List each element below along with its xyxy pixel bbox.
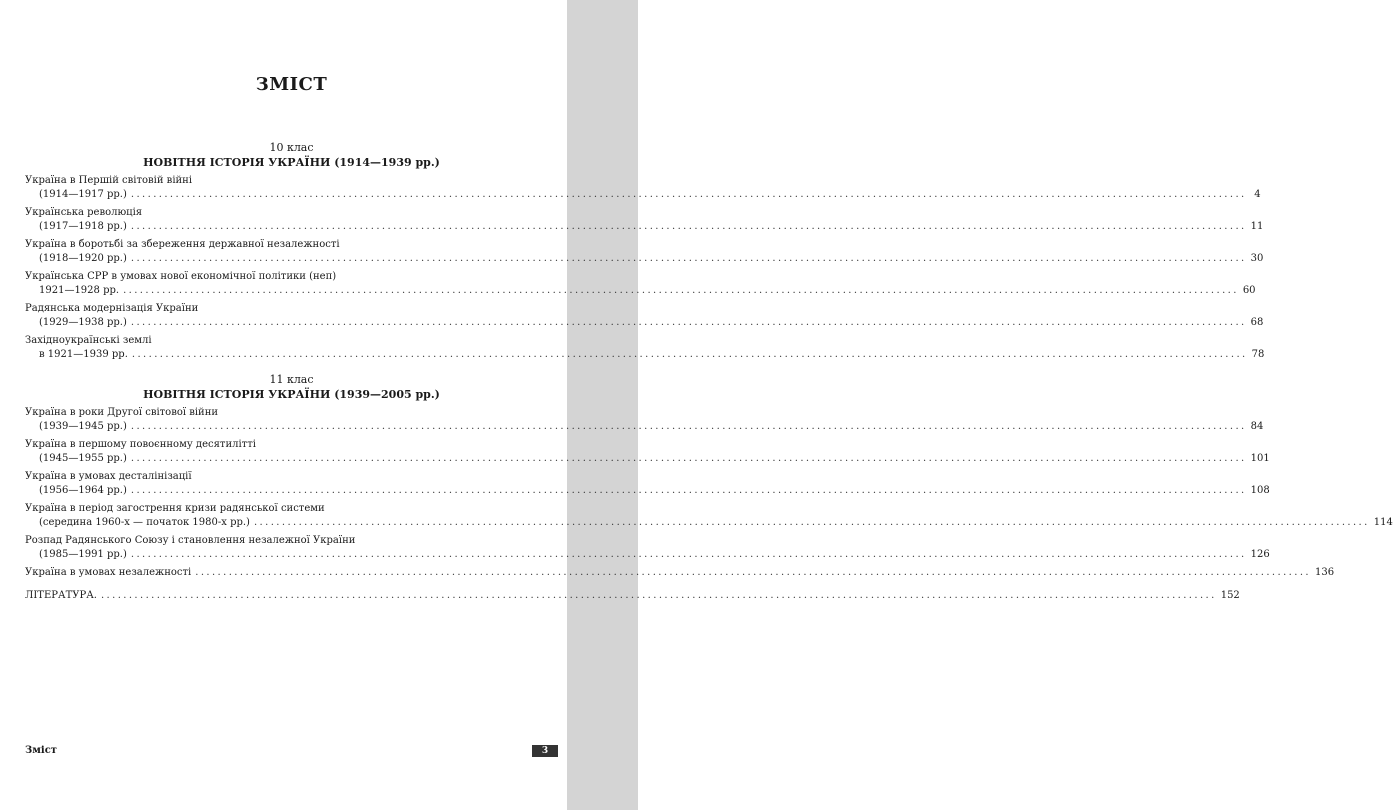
toc-entry-title: Україна в період загострення кризи радянської системи (25, 503, 325, 514)
toc-entry-dates: (1956—1964 рр.) (39, 485, 127, 496)
dot-leader: ........................................................................................................................................................................................................ (130, 221, 1247, 232)
toc-entry-page: 108 (1250, 485, 1270, 496)
toc-entry[interactable] (25, 470, 1270, 498)
toc-entry[interactable] (25, 238, 1264, 266)
toc-entry[interactable] (25, 334, 1265, 362)
toc-entry[interactable] (25, 302, 1264, 330)
toc-entry-page: 84 (1250, 421, 1264, 432)
toc-entry-dates: (середина 1960-х — початок 1980-х рр.) (39, 517, 250, 528)
toc-entry-page: 68 (1250, 317, 1264, 328)
toc-entry[interactable] (25, 438, 1270, 466)
dot-leader: ........................................................................................................................................................................................................ (131, 349, 1248, 360)
toc-entry-title: Західноукраїнські землі (25, 335, 152, 346)
toc-entry-dates: (1985—1991 рр.) (39, 549, 127, 560)
toc-entry-page: 60 (1242, 285, 1256, 296)
toc-entry[interactable] (25, 270, 1256, 298)
toc-entry[interactable] (25, 174, 1261, 202)
toc-entry-page: 11 (1250, 221, 1264, 232)
toc-entry-title: Україна в боротьбі за збереження державної незалежності (25, 239, 340, 250)
toc-entry-title: Українська СРР в умовах нової економічної політики (неп) (25, 271, 337, 282)
toc-entry[interactable] (25, 502, 1393, 530)
section-title: НОВІТНЯ ІСТОРІЯ УКРАЇНИ (1939—2005 рр.) (143, 388, 440, 401)
toc-entry-dates: (1918—1920 рр.) (39, 253, 127, 264)
toc-entry-title: Українська революція (25, 207, 143, 218)
dot-leader: ........................................................................................................................................................................................................ (100, 590, 1217, 601)
toc-entry-dates: в 1921—1939 рр. (39, 349, 128, 360)
toc-entry-page: 78 (1251, 349, 1265, 360)
toc-entry[interactable] (25, 566, 1335, 580)
toc-entry[interactable] (25, 534, 1270, 562)
dot-leader: ........................................................................................................................................................................................................ (130, 485, 1247, 496)
dot-leader: ........................................................................................................................................................................................................ (195, 567, 1311, 578)
toc-entry-title: Україна в умовах десталінізації (25, 471, 192, 482)
dot-leader: ........................................................................................................................................................................................................ (123, 285, 1239, 296)
toc-entry-title: ЛІТЕРАТУРА. (25, 590, 97, 601)
toc-entry-title: Україна в умовах незалежності (25, 567, 192, 578)
toc-entry-dates: (1939—1945 рр.) (39, 421, 127, 432)
dot-leader: ........................................................................................................................................................................................................ (130, 189, 1247, 200)
toc-entry-page: 152 (1220, 590, 1240, 601)
dot-leader: ........................................................................................................................................................................................................ (130, 453, 1247, 464)
toc-entry-dates: (1914—1917 рр.) (39, 189, 127, 200)
toc-entry-title: Україна в першому повоєнному десятилітті (25, 439, 256, 450)
dot-leader: ........................................................................................................................................................................................................ (130, 421, 1247, 432)
toc-entry-page: 101 (1250, 453, 1270, 464)
toc-entry[interactable] (25, 589, 1240, 603)
side-margin-band (567, 0, 638, 810)
toc-entry-dates: (1945—1955 рр.) (39, 453, 127, 464)
toc-entry-dates: 1921—1928 рр. (39, 285, 120, 296)
toc-entry-title: Радянська модернізація України (25, 303, 199, 314)
dot-leader: ........................................................................................................................................................................................................ (130, 549, 1247, 560)
section-grade: 10 клас (269, 141, 314, 154)
literature-section (25, 589, 1240, 607)
section-grade-11 (25, 373, 1393, 584)
toc-entry-title: Україна в роки Другої світової війни (25, 407, 219, 418)
toc-entry-title: Україна в Першій світовій війні (25, 175, 193, 186)
toc-entry-page: 114 (1373, 517, 1393, 528)
toc-entry[interactable] (25, 406, 1264, 434)
section-title: НОВІТНЯ ІСТОРІЯ УКРАЇНИ (1914—1939 рр.) (143, 156, 440, 169)
running-footer: Зміст (25, 745, 57, 756)
toc-entry-title: Розпад Радянського Союзу і становлення незалежної України (25, 535, 356, 546)
toc-entry[interactable] (25, 206, 1264, 234)
toc-entry-page: 136 (1314, 567, 1335, 578)
toc-entry-dates: (1917—1918 рр.) (39, 221, 127, 232)
dot-leader: ........................................................................................................................................................................................................ (130, 253, 1247, 264)
toc-entry-page: 4 (1254, 189, 1261, 200)
toc-entry-dates: (1929—1938 рр.) (39, 317, 127, 328)
section-grade-10 (25, 141, 1265, 366)
dot-leader: ........................................................................................................................................................................................................ (253, 517, 1370, 528)
toc-entry-page: 30 (1250, 253, 1264, 264)
page-number-badge: 3 (532, 745, 558, 757)
dot-leader: ........................................................................................................................................................................................................ (130, 317, 1247, 328)
section-grade: 11 клас (269, 373, 314, 386)
toc-entry-page: 126 (1250, 549, 1270, 560)
page-title: ЗМІСТ (255, 74, 328, 95)
